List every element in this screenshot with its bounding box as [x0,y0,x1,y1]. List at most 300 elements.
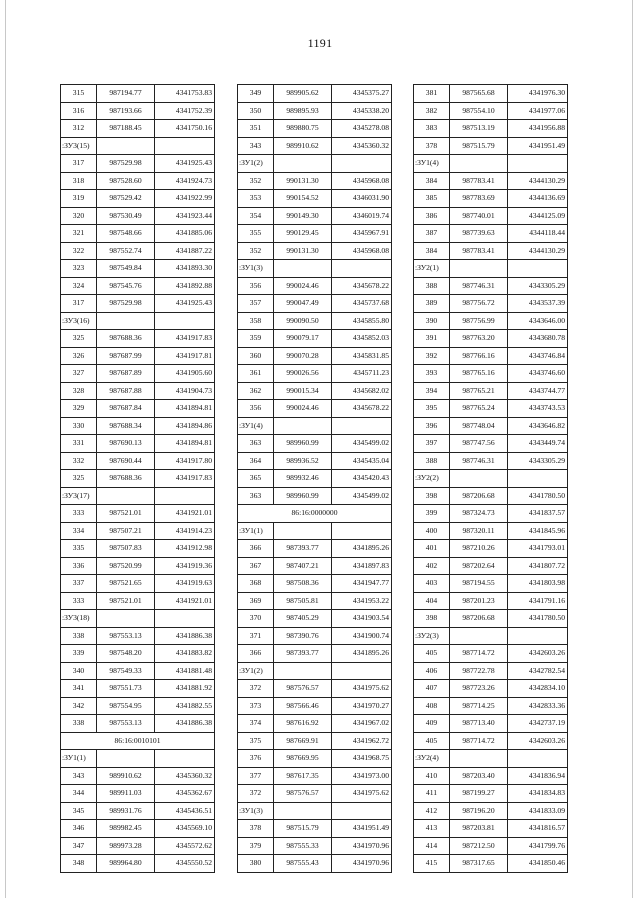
x-coordinate: 987565.68 [450,85,508,103]
y-coordinate: 4341951.49 [508,137,568,155]
point-number: 317 [61,295,97,313]
table-row [414,697,568,715]
table-row [414,732,568,750]
table-row [414,820,568,838]
y-coordinate: 4341885.06 [155,225,215,243]
y-coordinate: 4341750.16 [155,120,215,138]
y-coordinate: 4346019.74 [332,207,392,225]
x-coordinate: 987548.20 [97,645,155,663]
point-number: 399 [414,505,450,523]
table-row [414,785,568,803]
cadastral-block-number: 86:16:0000000 [238,505,392,523]
x-coordinate: 987766.16 [450,347,508,365]
point-number: 400 [414,522,450,540]
y-coordinate: 4341780.50 [508,487,568,505]
parcel-empty-cell-y [155,312,215,330]
x-coordinate: 987521.65 [97,575,155,593]
table-row [61,837,215,855]
parcel-empty-cell-y [508,750,568,768]
point-number: 410 [414,767,450,785]
table-row [238,400,392,418]
y-coordinate: 4345572.62 [155,837,215,855]
x-coordinate: 990131.30 [274,242,332,260]
x-coordinate: 987212.50 [450,837,508,855]
point-number: 405 [414,732,450,750]
x-coordinate: 987188.45 [97,120,155,138]
x-coordinate: 987617.35 [274,767,332,785]
point-number: 402 [414,557,450,575]
x-coordinate: 987765.24 [450,400,508,418]
table-row [61,365,215,383]
point-number: 356 [238,277,274,295]
point-number: 341 [61,680,97,698]
y-coordinate: 4341968.75 [332,750,392,768]
parcel-label: :ЗУ1(4) [414,155,450,173]
y-coordinate: 4341919.63 [155,575,215,593]
y-coordinate: 4344136.69 [508,190,568,208]
parcel-empty-cell-y [508,627,568,645]
y-coordinate: 4343305.29 [508,277,568,295]
point-number: 326 [61,347,97,365]
y-coordinate: 4345682.02 [332,382,392,400]
x-coordinate: 987688.34 [97,417,155,435]
parcel-empty-cell-y [332,662,392,680]
y-coordinate: 4341922.99 [155,190,215,208]
point-number: 325 [61,470,97,488]
point-number: 343 [238,137,274,155]
table-row [414,452,568,470]
parcel-header-row [238,155,392,173]
y-coordinate: 4341970.27 [332,697,392,715]
table-row [238,172,392,190]
point-number: 345 [61,802,97,820]
x-coordinate: 987203.81 [450,820,508,838]
point-number: 333 [61,505,97,523]
table-row [238,837,392,855]
table-row [414,837,568,855]
table-row [414,400,568,418]
table-row [238,557,392,575]
table-row [414,662,568,680]
x-coordinate: 987529.98 [97,155,155,173]
y-coordinate: 4345967.91 [332,225,392,243]
point-number: 395 [414,400,450,418]
table-row [61,645,215,663]
y-coordinate: 4341834.83 [508,785,568,803]
table-row [61,277,215,295]
table-row [414,645,568,663]
point-number: 343 [61,767,97,785]
y-coordinate: 4341923.44 [155,207,215,225]
x-coordinate: 989960.99 [274,435,332,453]
table-row [61,855,215,873]
parcel-empty-cell-x [450,260,508,278]
x-coordinate: 987687.89 [97,365,155,383]
point-number: 365 [238,470,274,488]
table-row [238,767,392,785]
y-coordinate: 4346031.90 [332,190,392,208]
point-number: 346 [61,820,97,838]
x-coordinate: 989973.28 [97,837,155,855]
x-coordinate: 987616.92 [274,715,332,733]
table-row [238,855,392,873]
parcel-empty-cell-x [450,155,508,173]
table-row [414,172,568,190]
table-row [414,540,568,558]
x-coordinate: 987690.44 [97,452,155,470]
parcel-empty-cell-y [155,137,215,155]
table-row [414,120,568,138]
point-number: 354 [238,207,274,225]
table-row [414,365,568,383]
y-coordinate: 4341962.72 [332,732,392,750]
x-coordinate: 987206.68 [450,487,508,505]
y-coordinate: 4341850.46 [508,855,568,873]
point-number: 325 [61,330,97,348]
page-number: 1191 [307,36,333,50]
x-coordinate: 990131.30 [274,172,332,190]
y-coordinate: 4341951.49 [332,820,392,838]
x-coordinate: 987508.36 [274,575,332,593]
parcel-header-row [238,522,392,540]
point-number: 337 [61,575,97,593]
x-coordinate: 987746.31 [450,452,508,470]
y-coordinate: 4342833.36 [508,697,568,715]
x-coordinate: 987549.84 [97,260,155,278]
parcel-empty-cell-x [450,750,508,768]
point-number: 356 [238,400,274,418]
table-row [61,785,215,803]
parcel-label: :ЗУ1(2) [238,155,274,173]
parcel-empty-cell-y [508,260,568,278]
x-coordinate: 987576.57 [274,680,332,698]
x-coordinate: 987199.27 [450,785,508,803]
y-coordinate: 4341917.83 [155,330,215,348]
point-number: 382 [414,102,450,120]
table-row [61,155,215,173]
point-number: 397 [414,435,450,453]
table-row [61,400,215,418]
y-coordinate: 4341977.06 [508,102,568,120]
point-number: 339 [61,645,97,663]
point-number: 381 [414,85,450,103]
point-number: 358 [238,312,274,330]
table-row [61,820,215,838]
point-number: 371 [238,627,274,645]
point-number: 327 [61,365,97,383]
y-coordinate: 4345737.68 [332,295,392,313]
x-coordinate: 989936.52 [274,452,332,470]
y-coordinate: 4343305.29 [508,452,568,470]
x-coordinate: 987714.72 [450,732,508,750]
y-coordinate: 4342603.26 [508,732,568,750]
point-number: 350 [238,102,274,120]
point-number: 353 [238,190,274,208]
point-number: 388 [414,452,450,470]
parcel-header-row [414,750,568,768]
table-row [238,330,392,348]
parcel-label: :ЗУ3(17) [61,487,97,505]
x-coordinate: 987529.42 [97,190,155,208]
x-coordinate: 987194.77 [97,85,155,103]
table-row [414,557,568,575]
table-row [414,330,568,348]
point-number: 366 [238,540,274,558]
y-coordinate: 4341903.54 [332,610,392,628]
table-row [238,610,392,628]
parcel-header-row [414,470,568,488]
parcel-label: :ЗУ2(3) [414,627,450,645]
table-row [238,470,392,488]
x-coordinate: 987507.83 [97,540,155,558]
x-coordinate: 989910.62 [274,137,332,155]
cadastral-block-row [61,732,215,750]
y-coordinate: 4345550.52 [155,855,215,873]
coordinate-table-right [413,84,568,873]
x-coordinate: 987687.99 [97,347,155,365]
point-number: 328 [61,382,97,400]
x-coordinate: 987548.66 [97,225,155,243]
table-row [61,85,215,103]
table-row [238,785,392,803]
point-number: 404 [414,592,450,610]
point-number: 413 [414,820,450,838]
point-number: 363 [238,487,274,505]
scan-edge-left [5,0,6,898]
parcel-empty-cell-x [274,260,332,278]
parcel-header-row [61,312,215,330]
x-coordinate: 987669.91 [274,732,332,750]
x-coordinate: 987202.64 [450,557,508,575]
table-row [61,470,215,488]
table-row [61,295,215,313]
table-row [61,767,215,785]
point-number: 407 [414,680,450,698]
point-number: 366 [238,645,274,663]
point-number: 319 [61,190,97,208]
parcel-empty-cell-y [155,750,215,768]
x-coordinate: 987317.65 [450,855,508,873]
table-row [238,102,392,120]
parcel-label: :ЗУ3(16) [61,312,97,330]
table-row [61,802,215,820]
x-coordinate: 987756.72 [450,295,508,313]
parcel-label: :ЗУ1(4) [238,417,274,435]
x-coordinate: 987687.88 [97,382,155,400]
table-row [414,102,568,120]
x-coordinate: 987521.01 [97,505,155,523]
table-row [238,277,392,295]
point-number: 363 [238,435,274,453]
x-coordinate: 987566.46 [274,697,332,715]
x-coordinate: 990090.50 [274,312,332,330]
point-number: 315 [61,85,97,103]
x-coordinate: 987530.49 [97,207,155,225]
x-coordinate: 987513.19 [450,120,508,138]
y-coordinate: 4345678.22 [332,400,392,418]
x-coordinate: 987553.13 [97,715,155,733]
table-row [238,225,392,243]
table-row [414,592,568,610]
y-coordinate: 4342834.10 [508,680,568,698]
point-number: 335 [61,540,97,558]
parcel-label: :ЗУ1(1) [61,750,97,768]
y-coordinate: 4344118.44 [508,225,568,243]
point-number: 384 [414,242,450,260]
y-coordinate: 4341892.88 [155,277,215,295]
x-coordinate: 987688.36 [97,470,155,488]
table-row [61,575,215,593]
parcel-header-row [238,662,392,680]
x-coordinate: 990047.49 [274,295,332,313]
x-coordinate: 987576.57 [274,785,332,803]
x-coordinate: 987206.68 [450,610,508,628]
coordinate-table-middle [237,84,392,873]
point-number: 372 [238,680,274,698]
parcel-empty-cell-y [155,610,215,628]
y-coordinate: 4341925.43 [155,295,215,313]
table-row [238,697,392,715]
x-coordinate: 987553.13 [97,627,155,645]
x-coordinate: 987193.66 [97,102,155,120]
parcel-empty-cell-x [97,487,155,505]
y-coordinate: 4341845.96 [508,522,568,540]
point-number: 332 [61,452,97,470]
parcel-empty-cell-y [332,522,392,540]
table-row [414,137,568,155]
y-coordinate: 4344130.29 [508,172,568,190]
y-coordinate: 4343449.74 [508,435,568,453]
y-coordinate: 4342782.54 [508,662,568,680]
parcel-empty-cell-x [450,627,508,645]
table-row [414,207,568,225]
parcel-header-row [414,260,568,278]
point-number: 359 [238,330,274,348]
point-number: 368 [238,575,274,593]
point-number: 331 [61,435,97,453]
table-row [238,592,392,610]
parcel-label: :ЗУ3(15) [61,137,97,155]
parcel-label: :ЗУ1(3) [238,260,274,278]
parcel-header-row [61,750,215,768]
point-number: 389 [414,295,450,313]
y-coordinate: 4341904.73 [155,382,215,400]
table-row [238,347,392,365]
x-coordinate: 987210.26 [450,540,508,558]
y-coordinate: 4343746.84 [508,347,568,365]
y-coordinate: 4341919.36 [155,557,215,575]
table-row [61,225,215,243]
point-number: 379 [238,837,274,855]
y-coordinate: 4341894.86 [155,417,215,435]
x-coordinate: 987690.13 [97,435,155,453]
table-row [238,295,392,313]
point-number: 318 [61,172,97,190]
y-coordinate: 4344130.29 [508,242,568,260]
point-number: 361 [238,365,274,383]
y-coordinate: 4341917.83 [155,470,215,488]
table-row [414,680,568,698]
table-row [238,312,392,330]
x-coordinate: 987783.41 [450,242,508,260]
y-coordinate: 4345362.67 [155,785,215,803]
point-number: 392 [414,347,450,365]
point-number: 370 [238,610,274,628]
y-coordinate: 4345375.27 [332,85,392,103]
x-coordinate: 989905.62 [274,85,332,103]
point-number: 374 [238,715,274,733]
y-coordinate: 4343680.78 [508,330,568,348]
x-coordinate: 989960.99 [274,487,332,505]
table-row [414,715,568,733]
y-coordinate: 4341924.73 [155,172,215,190]
y-coordinate: 4341793.01 [508,540,568,558]
x-coordinate: 987722.78 [450,662,508,680]
table-row [61,260,215,278]
point-number: 386 [414,207,450,225]
y-coordinate: 4343646.82 [508,417,568,435]
y-coordinate: 4341970.96 [332,837,392,855]
point-number: 338 [61,627,97,645]
y-coordinate: 4345499.02 [332,487,392,505]
y-coordinate: 4341953.22 [332,592,392,610]
y-coordinate: 4345435.04 [332,452,392,470]
point-number: 329 [61,400,97,418]
table-row [414,435,568,453]
x-coordinate: 989910.62 [97,767,155,785]
y-coordinate: 4341753.83 [155,85,215,103]
y-coordinate: 4341799.76 [508,837,568,855]
x-coordinate: 987549.33 [97,662,155,680]
table-row [61,242,215,260]
y-coordinate: 4345420.43 [332,470,392,488]
y-coordinate: 4341897.83 [332,557,392,575]
point-number: 369 [238,592,274,610]
y-coordinate: 4345360.32 [332,137,392,155]
y-coordinate: 4341803.98 [508,575,568,593]
table-row [414,295,568,313]
y-coordinate: 4341912.98 [155,540,215,558]
x-coordinate: 987507.21 [97,522,155,540]
table-row [238,452,392,470]
table-row [61,592,215,610]
parcel-empty-cell-y [508,155,568,173]
y-coordinate: 4345855.80 [332,312,392,330]
x-coordinate: 987748.04 [450,417,508,435]
parcel-empty-cell-x [97,312,155,330]
point-number: 362 [238,382,274,400]
x-coordinate: 987555.33 [274,837,332,855]
table-row [414,417,568,435]
x-coordinate: 990015.34 [274,382,332,400]
y-coordinate: 4341816.57 [508,820,568,838]
table-row [238,715,392,733]
point-number: 401 [414,540,450,558]
x-coordinate: 987390.76 [274,627,332,645]
x-coordinate: 987203.40 [450,767,508,785]
y-coordinate: 4343746.60 [508,365,568,383]
parcel-empty-cell-x [97,610,155,628]
y-coordinate: 4341752.39 [155,102,215,120]
table-row [61,330,215,348]
x-coordinate: 987529.98 [97,295,155,313]
point-number: 364 [238,452,274,470]
parcel-empty-cell-x [274,522,332,540]
x-coordinate: 987555.43 [274,855,332,873]
point-number: 376 [238,750,274,768]
table-row [238,487,392,505]
table-row [61,522,215,540]
